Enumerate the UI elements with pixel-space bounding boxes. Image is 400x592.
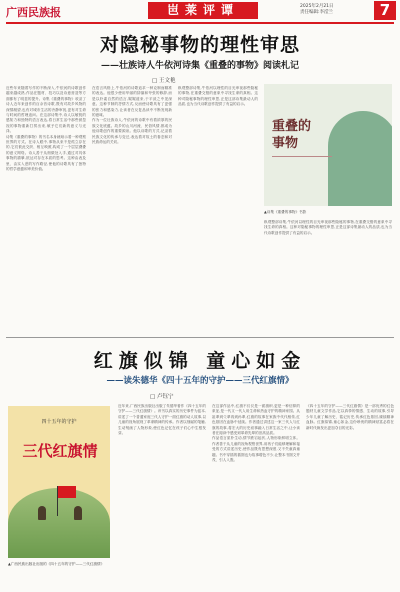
article2-column-1 — [118, 404, 206, 588]
article1-subtitle: ——壮族诗人牛依河诗集《重叠的事物》阅读札记 — [100, 61, 299, 71]
cover-top-text: 四十五年的守护 — [41, 419, 77, 425]
article1-column-2 — [92, 86, 172, 334]
child-figure — [74, 506, 82, 520]
child-figure — [38, 506, 46, 520]
article1-paragraph: 纵观整部诗集,牛依河以理性的目光审视那些隐秘的事物,在重叠交错的意象中寻找生命的真相。这种对隐秘事物的理性审思,正是这部诗集最动人的品质,也为当代诗歌创作提供了有益的启示。 — [178, 86, 258, 107]
book-cover-title: 重叠的 事物 — [272, 119, 312, 151]
editor-credit: 责任编辑:李滢兰 — [300, 10, 334, 15]
article1-paragraph: 纵观整部诗集,牛依河以理性的目光审视那些隐秘的事物,在重叠交错的意象中寻找生命的真相。这种对隐秘事物的理性审思,正是这部诗集最动人的品质,也为当代诗歌创作提供了有益的启示。 — [264, 220, 392, 235]
article2-paragraph: 《四十五年的守护——三代红旗情》是一部优秀的红色题材儿童文学作品,它以真挚的情感、生动的故事,引导少年儿童了解历史、铭记历史,传承红色基因,赓续精神血脉。红旗似锦,童心如金,这份珍贵的精神财富必将在新时代焕发出更加夺目的光彩。 — [306, 404, 394, 430]
page-number: 7 — [374, 1, 396, 20]
article1-paragraph: 近些年来随着写作的不断深入,牛依河的诗歌创作越来越成熟,作品在题材、技巧以及诗意营造等方面都有了明显的提升。诗集《重叠的事物》收录了诗人近年来创作的百余首诗歌,既有对故乡风物的深情凝望,也有对城市生活的冷静审视,更有对生命与时间的哲理追问。在这部诗集中,诗人以敏锐的感知力和独特的语言表达,将日常生活中那些被忽视的事物重新打捞出来,赋予它们新的意义与光泽。 — [6, 86, 86, 134]
plant-illustration — [328, 111, 392, 206]
article1-column-1 — [6, 86, 86, 334]
article1-paragraph: 诗集《重叠的事物》的书名本身就暗示着一种观察世界的方式。在诗人眼中,事物从来不是孤立存在的,它们彼此交织、相互映照,构成了一个层层叠叠的意义网络。诗人善于从细微处入手,通过对具体事物的描摹,抵达对存在本质的思考。这种由表及里、由实入虚的写作路径,使他的诗歌具有了独特的哲学意蕴和审美价值。 — [6, 134, 86, 172]
dateline — [300, 4, 370, 16]
header-rule — [6, 22, 394, 24]
article2-subtitle: ——读朱德华《四十五年的守护——三代红旗情》 — [106, 376, 294, 386]
cover-title: 三代红旗情 — [22, 442, 98, 460]
article2-byline: □ 卢钰宁 — [150, 394, 174, 400]
article1-column-3 — [178, 86, 258, 334]
red-flag-icon — [58, 486, 76, 498]
article1-column-4 — [264, 220, 392, 334]
cover-divider — [272, 156, 332, 157]
article1-paragraph: 在语言风格上,牛依河的诗歌追求一种克制而精准的表达。他很少使用华丽的辞藻和夸张的修辞,而是以朴素自然的语言,娓娓道来,于平淡之中见深意。这种节制的抒情方式,反而使诗歌具有了更强的张力和感染力,让读者在反复品读中不断发现新的意味。 — [92, 86, 172, 118]
article1-byline: □ 王文艳 — [152, 78, 176, 84]
article2-column-3 — [306, 404, 394, 588]
masthead: 广西民族报 — [6, 6, 61, 19]
column-name: 岜莱评谭 — [148, 2, 258, 19]
article1-image-caption: ▲诗集《重叠的事物》书影 — [264, 210, 307, 214]
article2-image-caption: ▲广西民族出版社出版的《四十五年的守护——三代红旗情》 — [8, 562, 105, 566]
article1-title: 对隐秘事物的理性审思 — [99, 34, 300, 56]
article2-paragraph: 近年来,广西民族出版社出版了朱德华著作《四十五年的守护——三代红旗情》。该书以真实的历史事件为蓝本,讲述了一个普通家庭三代人守护一面红旗的动人故事,以儿童的视角展现了革命精神的传承。作者以细腻的笔触,生动刻画了人物形象,使红色记忆在孩子们心中生根发芽。 — [118, 404, 206, 436]
page-header — [0, 0, 400, 22]
article1-paragraph: 作为一位壮族诗人,牛依河的诗歌中有着浓厚的民族文化底蕴。故乡的山川河流、民俗风情,都成为他诗歌创作的重要源泉。他以诗歌的方式,记录着民族文化的传承与变迁,表达着对故土的眷恋和对民族命运的关切。 — [92, 118, 172, 145]
article2-column-2 — [212, 404, 300, 588]
article2-paragraph: 作品语言质朴生动,情节跌宕起伏,人物形象鲜明立体。作者善于从儿童的视角观察世界,用孩子们能够理解和接受的方式讲述历史,使作品既有思想深度,又不失童真童趣。书中穿插的插图也为故事增色不少,让整本书图文并茂、引人入胜。 — [212, 436, 300, 463]
hill-illustration — [8, 488, 110, 558]
book-cover-image — [8, 406, 110, 558]
issue-date: 2025年2月21日 — [300, 4, 334, 9]
section-divider — [6, 337, 394, 338]
article2-paragraph: 在这部作品中,红旗不仅仅是一面旗帜,更是一种信仰的象征,是一代又一代人用生命和热血守护的精神家园。从祖辈到父辈再到孙辈,红旗的故事在家族中代代相传,红色基因在血脉中延续。作者通过讲述这一家三代人与红旗的故事,将宏大的历史叙事融入日常生活之中,让小读者在阅读中感受到革命先辈的崇高品质。 — [212, 404, 300, 436]
article2-title: 红旗似锦 童心如金 — [93, 350, 307, 372]
book-cover-image — [264, 84, 392, 206]
